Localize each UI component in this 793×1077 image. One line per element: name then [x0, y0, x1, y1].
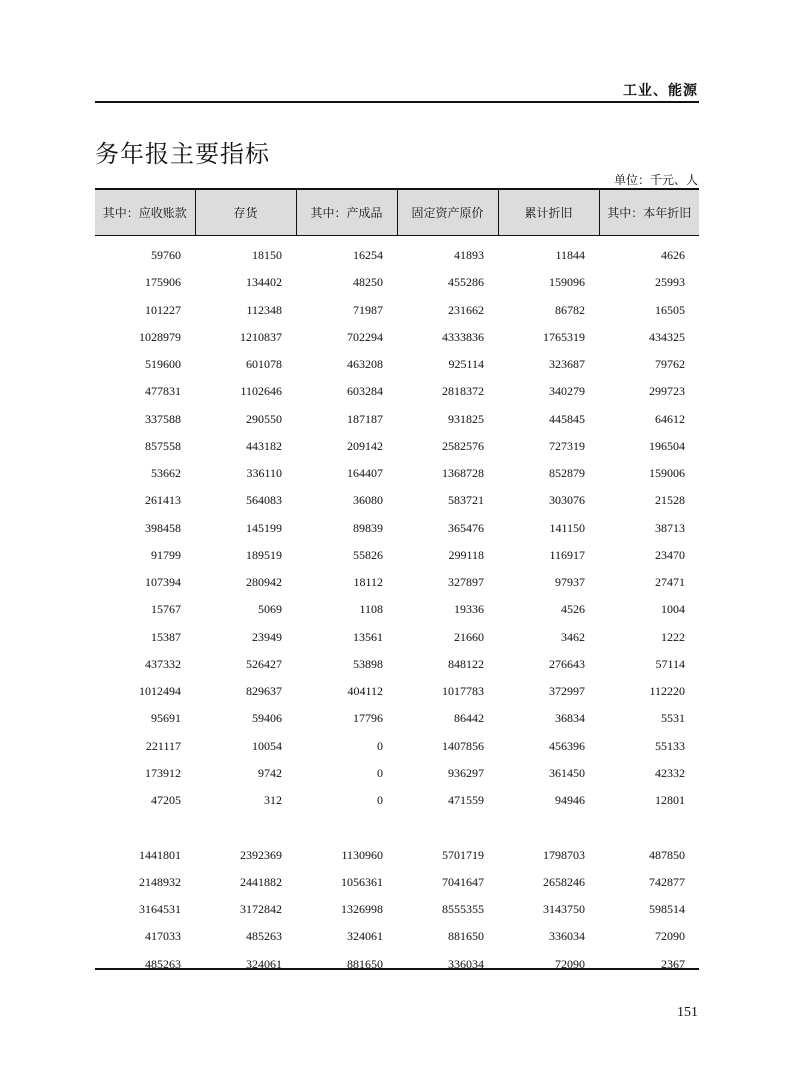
table-cell: 27471	[655, 575, 685, 590]
statistics-table	[95, 188, 699, 978]
table-cell: 434325	[649, 329, 685, 344]
table-header-row	[95, 189, 699, 236]
table-cell: 16505	[655, 302, 685, 317]
table-cell: 327897	[448, 575, 484, 590]
table-cell: 141150	[549, 520, 585, 535]
unit-note: 单位：千元、人	[613, 173, 698, 187]
table-cell: 340279	[549, 384, 585, 399]
table-cell: 299118	[448, 547, 484, 562]
table-cell: 95691	[151, 711, 181, 726]
table-cell: 145199	[246, 520, 282, 535]
table-cell: 15387	[151, 629, 181, 644]
table-cell: 485263	[246, 929, 282, 944]
table-cell: 59760	[151, 248, 181, 263]
column-header: 其中：应收账款	[95, 189, 195, 236]
table-cell: 455286	[448, 275, 484, 290]
table-cell: 1102646	[240, 384, 282, 399]
table-cell: 231662	[448, 302, 484, 317]
table-cell: 1056361	[341, 874, 383, 889]
table-cell: 11844	[555, 248, 585, 263]
table-cell: 196504	[649, 438, 685, 453]
table-row	[95, 733, 699, 760]
table-cell: 437332	[145, 656, 181, 671]
table-cell: 456396	[549, 738, 585, 753]
table-row	[95, 542, 699, 569]
table-cell: 261413	[145, 493, 181, 508]
table-cell: 601078	[246, 357, 282, 372]
table-cell: 303076	[549, 493, 585, 508]
table-cell: 101227	[145, 302, 181, 317]
table-cell: 173912	[145, 765, 181, 780]
table-cell: 53662	[151, 466, 181, 481]
table-row	[95, 760, 699, 787]
table-cell: 2367	[661, 956, 685, 971]
table-cell: 79762	[655, 357, 685, 372]
table-body	[95, 236, 699, 978]
table-cell: 463208	[347, 357, 383, 372]
table-cell: 112220	[649, 684, 685, 699]
table-cell: 94946	[555, 793, 585, 808]
table-cell: 89839	[353, 520, 383, 535]
table-cell: 71987	[353, 302, 383, 317]
table-cell: 41893	[454, 248, 484, 263]
table-cell: 742877	[649, 874, 685, 889]
table-cell: 925114	[448, 357, 484, 372]
table-row	[95, 487, 699, 514]
table-cell: 3143750	[543, 902, 585, 917]
table-cell: 324061	[347, 929, 383, 944]
table-cell: 936297	[448, 765, 484, 780]
table-cell: 404112	[347, 684, 383, 699]
table-row	[95, 923, 699, 950]
table-cell: 519600	[145, 357, 181, 372]
table-cell: 0	[377, 765, 383, 780]
table-cell: 86442	[454, 711, 484, 726]
table-row	[95, 569, 699, 596]
table-row	[95, 705, 699, 732]
table-cell: 134402	[246, 275, 282, 290]
table-cell: 603284	[347, 384, 383, 399]
table-cell: 16254	[353, 248, 383, 263]
table-cell: 59406	[252, 711, 282, 726]
table-cell: 25993	[655, 275, 685, 290]
table-cell: 221117	[145, 738, 181, 753]
table-cell: 19336	[454, 602, 484, 617]
table-cell: 5069	[258, 602, 282, 617]
table-cell: 42332	[655, 765, 685, 780]
table-cell: 1004	[661, 602, 685, 617]
table-cell: 4526	[561, 602, 585, 617]
table-row	[95, 896, 699, 923]
table-cell: 3164531	[139, 902, 181, 917]
table-cell: 365476	[448, 520, 484, 535]
table-cell: 443182	[246, 438, 282, 453]
table-cell: 209142	[347, 438, 383, 453]
table-cell: 18150	[252, 248, 282, 263]
table-cell: 36080	[353, 493, 383, 508]
table-cell: 485263	[145, 956, 181, 971]
table-cell: 848122	[448, 656, 484, 671]
table-cell: 2818372	[442, 384, 484, 399]
table-cell: 487850	[649, 847, 685, 862]
table-cell: 829637	[246, 684, 282, 699]
table-row	[95, 460, 699, 487]
table-cell: 280942	[246, 575, 282, 590]
table-cell: 86782	[555, 302, 585, 317]
table-cell: 4626	[661, 248, 685, 263]
table-cell: 881650	[347, 956, 383, 971]
table-row	[95, 678, 699, 705]
table-cell: 97937	[555, 575, 585, 590]
table-cell: 15767	[151, 602, 181, 617]
table-cell: 21660	[454, 629, 484, 644]
table-row	[95, 297, 699, 324]
table-cell: 36834	[555, 711, 585, 726]
table-cell: 57114	[655, 656, 685, 671]
table-cell: 1765319	[543, 329, 585, 344]
table-cell: 91799	[151, 547, 181, 562]
table-cell: 23949	[252, 629, 282, 644]
page-number: 151	[677, 1005, 698, 1020]
table-cell: 1368728	[442, 466, 484, 481]
table-cell: 55826	[353, 547, 383, 562]
table-cell: 1407856	[442, 738, 484, 753]
table-cell: 526427	[246, 656, 282, 671]
table-cell: 5531	[661, 711, 685, 726]
table-cell: 477831	[145, 384, 181, 399]
table-cell: 1012494	[139, 684, 181, 699]
table-cell: 10054	[252, 738, 282, 753]
table-row	[95, 869, 699, 896]
table-cell: 164407	[347, 466, 383, 481]
table-row	[95, 433, 699, 460]
table-cell: 53898	[353, 656, 383, 671]
table-row	[95, 842, 699, 869]
table-cell: 17796	[353, 711, 383, 726]
table-cell: 299723	[649, 384, 685, 399]
table-cell: 1326998	[341, 902, 383, 917]
column-header: 其中：本年折旧	[599, 189, 699, 236]
table-cell: 5701719	[442, 847, 484, 862]
table-row	[95, 236, 699, 270]
table-cell: 1798703	[543, 847, 585, 862]
table-cell: 0	[377, 793, 383, 808]
spacer-cell	[95, 814, 699, 841]
table-cell: 1028979	[139, 329, 181, 344]
table-cell: 8555355	[442, 902, 484, 917]
table-cell: 702294	[347, 329, 383, 344]
table-cell: 445845	[549, 411, 585, 426]
table-cell: 1108	[359, 602, 383, 617]
table-cell: 290550	[246, 411, 282, 426]
table-cell: 3172842	[240, 902, 282, 917]
table-cell: 4333836	[442, 329, 484, 344]
table-cell: 48250	[353, 275, 383, 290]
page-title: 务年报主要指标	[95, 140, 270, 168]
column-header: 存货	[195, 189, 296, 236]
table-cell: 3462	[561, 629, 585, 644]
table-cell: 598514	[649, 902, 685, 917]
table-cell: 881650	[448, 929, 484, 944]
table-cell: 72090	[655, 929, 685, 944]
table-cell: 112348	[246, 302, 282, 317]
table-cell: 727319	[549, 438, 585, 453]
table-cell: 323687	[549, 357, 585, 372]
table-row	[95, 378, 699, 405]
table-cell: 159006	[649, 466, 685, 481]
table-cell: 324061	[246, 956, 282, 971]
table-cell: 23470	[655, 547, 685, 562]
table-row	[95, 624, 699, 651]
section-label: 工业、能源	[623, 83, 698, 99]
table-cell: 336034	[448, 956, 484, 971]
table-cell: 312	[264, 793, 282, 808]
table-cell: 564083	[246, 493, 282, 508]
table-cell: 2441882	[240, 874, 282, 889]
table-cell: 417033	[145, 929, 181, 944]
table-cell: 55133	[655, 738, 685, 753]
table-cell: 276643	[549, 656, 585, 671]
table-cell: 7041647	[442, 874, 484, 889]
table-cell: 361450	[549, 765, 585, 780]
table-row	[95, 596, 699, 623]
table-cell: 9742	[258, 765, 282, 780]
table-cell: 398458	[145, 520, 181, 535]
table-cell: 189519	[246, 547, 282, 562]
table-cell: 336034	[549, 929, 585, 944]
group-spacer	[95, 814, 699, 841]
column-header: 固定资产原价	[397, 189, 498, 236]
table-cell: 337588	[145, 411, 181, 426]
column-header: 累计折旧	[498, 189, 599, 236]
table-cell: 1017783	[442, 684, 484, 699]
table-cell: 2392369	[240, 847, 282, 862]
table-row	[95, 324, 699, 351]
table-cell: 18112	[353, 575, 383, 590]
table-cell: 13561	[353, 629, 383, 644]
table-cell: 931825	[448, 411, 484, 426]
table-row	[95, 787, 699, 814]
header-rule	[95, 101, 699, 103]
table-cell: 857558	[145, 438, 181, 453]
table-cell: 12801	[655, 793, 685, 808]
table-cell: 471559	[448, 793, 484, 808]
table-cell: 372997	[549, 684, 585, 699]
table-cell: 2658246	[543, 874, 585, 889]
table-bottom-rule	[95, 968, 699, 970]
table-cell: 187187	[347, 411, 383, 426]
table-cell: 116917	[549, 547, 585, 562]
table-cell: 72090	[555, 956, 585, 971]
table-row	[95, 351, 699, 378]
table-row	[95, 651, 699, 678]
table-cell: 47205	[151, 793, 181, 808]
table-cell: 0	[377, 738, 383, 753]
table-cell: 107394	[145, 575, 181, 590]
table-cell: 1130960	[341, 847, 383, 862]
table-cell: 159096	[549, 275, 585, 290]
table-cell: 64612	[655, 411, 685, 426]
table-row	[95, 269, 699, 296]
table-cell: 1210837	[240, 329, 282, 344]
table-row	[95, 951, 699, 978]
table-cell: 336110	[246, 466, 282, 481]
table-cell: 1441801	[139, 847, 181, 862]
table-cell: 21528	[655, 493, 685, 508]
column-header: 其中：产成品	[296, 189, 397, 236]
table-cell: 2582576	[442, 438, 484, 453]
table-cell: 1222	[661, 629, 685, 644]
table-cell: 2148932	[139, 874, 181, 889]
table-cell: 583721	[448, 493, 484, 508]
table-cell: 852879	[549, 466, 585, 481]
table-row	[95, 406, 699, 433]
table-row	[95, 515, 699, 542]
table-cell: 175906	[145, 275, 181, 290]
table-cell: 38713	[655, 520, 685, 535]
